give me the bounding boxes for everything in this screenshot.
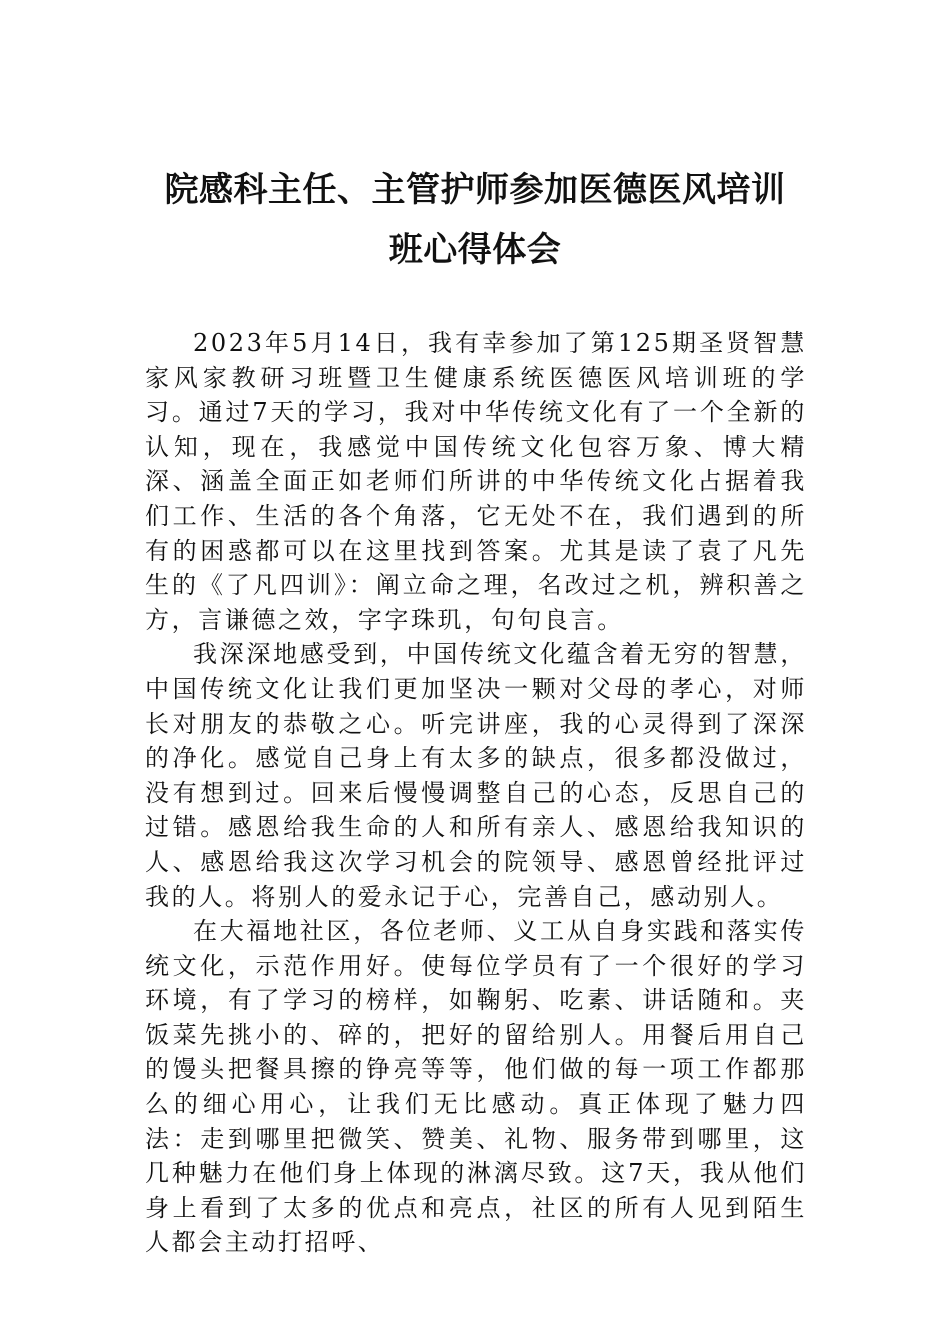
- document-title-line-1: 院感科主任、主管护师参加医德医风培训: [164, 170, 786, 210]
- document-body: [145, 326, 807, 1260]
- paragraph-2: 我深深地感受到，中国传统文化蕴含着无穷的智慧，中国传统文化让我们更加坚决一颗对父母的孝心，对师长对朋友的恭敬之心。听完讲座，我的心灵得到了深深的净化。感觉自己身上有太多的缺点，很多都没做过，没有想到过。回来后慢慢调整自己的心态，反思自己的过错。感恩给我生命的人和所有亲人、感恩给我知识的人、感恩给我这次学习机会的院领导、感恩曾经批评过我的人。将别人的爱永记于心，完善自己，感动别人。: [145, 640, 807, 911]
- document-title-line-2: 班心得体会: [388, 230, 562, 270]
- paragraph-1: 2023年5月14日，我有幸参加了第125期圣贤智慧家风家教研习班暨卫生健康系统医德医风培训班的学习。通过7天的学习，我对中华传统文化有了一个全新的认知，现在，我感觉中国传统文化包容万象、博大精深、涵盖全面正如老师们所讲的中华传统文化占据着我们工作、生活的各个角落，它无处不在，我们遇到的所有的困惑都可以在这里找到答案。尤其是读了袁了凡先生的《了凡四训》：阐立命之理，名改过之机，辨积善之方，言谦德之效，字字珠玑，句句良言。: [145, 329, 807, 634]
- document-title: [140, 160, 810, 280]
- paragraph-3: 在大福地社区，各位老师、义工从自身实践和落实传统文化，示范作用好。使每位学员有了一个很好的学习环境，有了学习的榜样，如鞠躬、吃素、讲话随和。夹饭菜先挑小的、碎的，把好的留给别人。用餐后用自己的馒头把餐具擦的铮亮等等，他们做的每一项工作都那么的细心用心，让我们无比感动。真正体现了魅力四法：走到哪里把微笑、赞美、礼物、服务带到哪里，这几种魅力在他们身上体现的淋漓尽致。这7天，我从他们身上看到了太多的优点和亮点，社区的所有人见到陌生人都会主动打招呼、: [145, 917, 807, 1257]
